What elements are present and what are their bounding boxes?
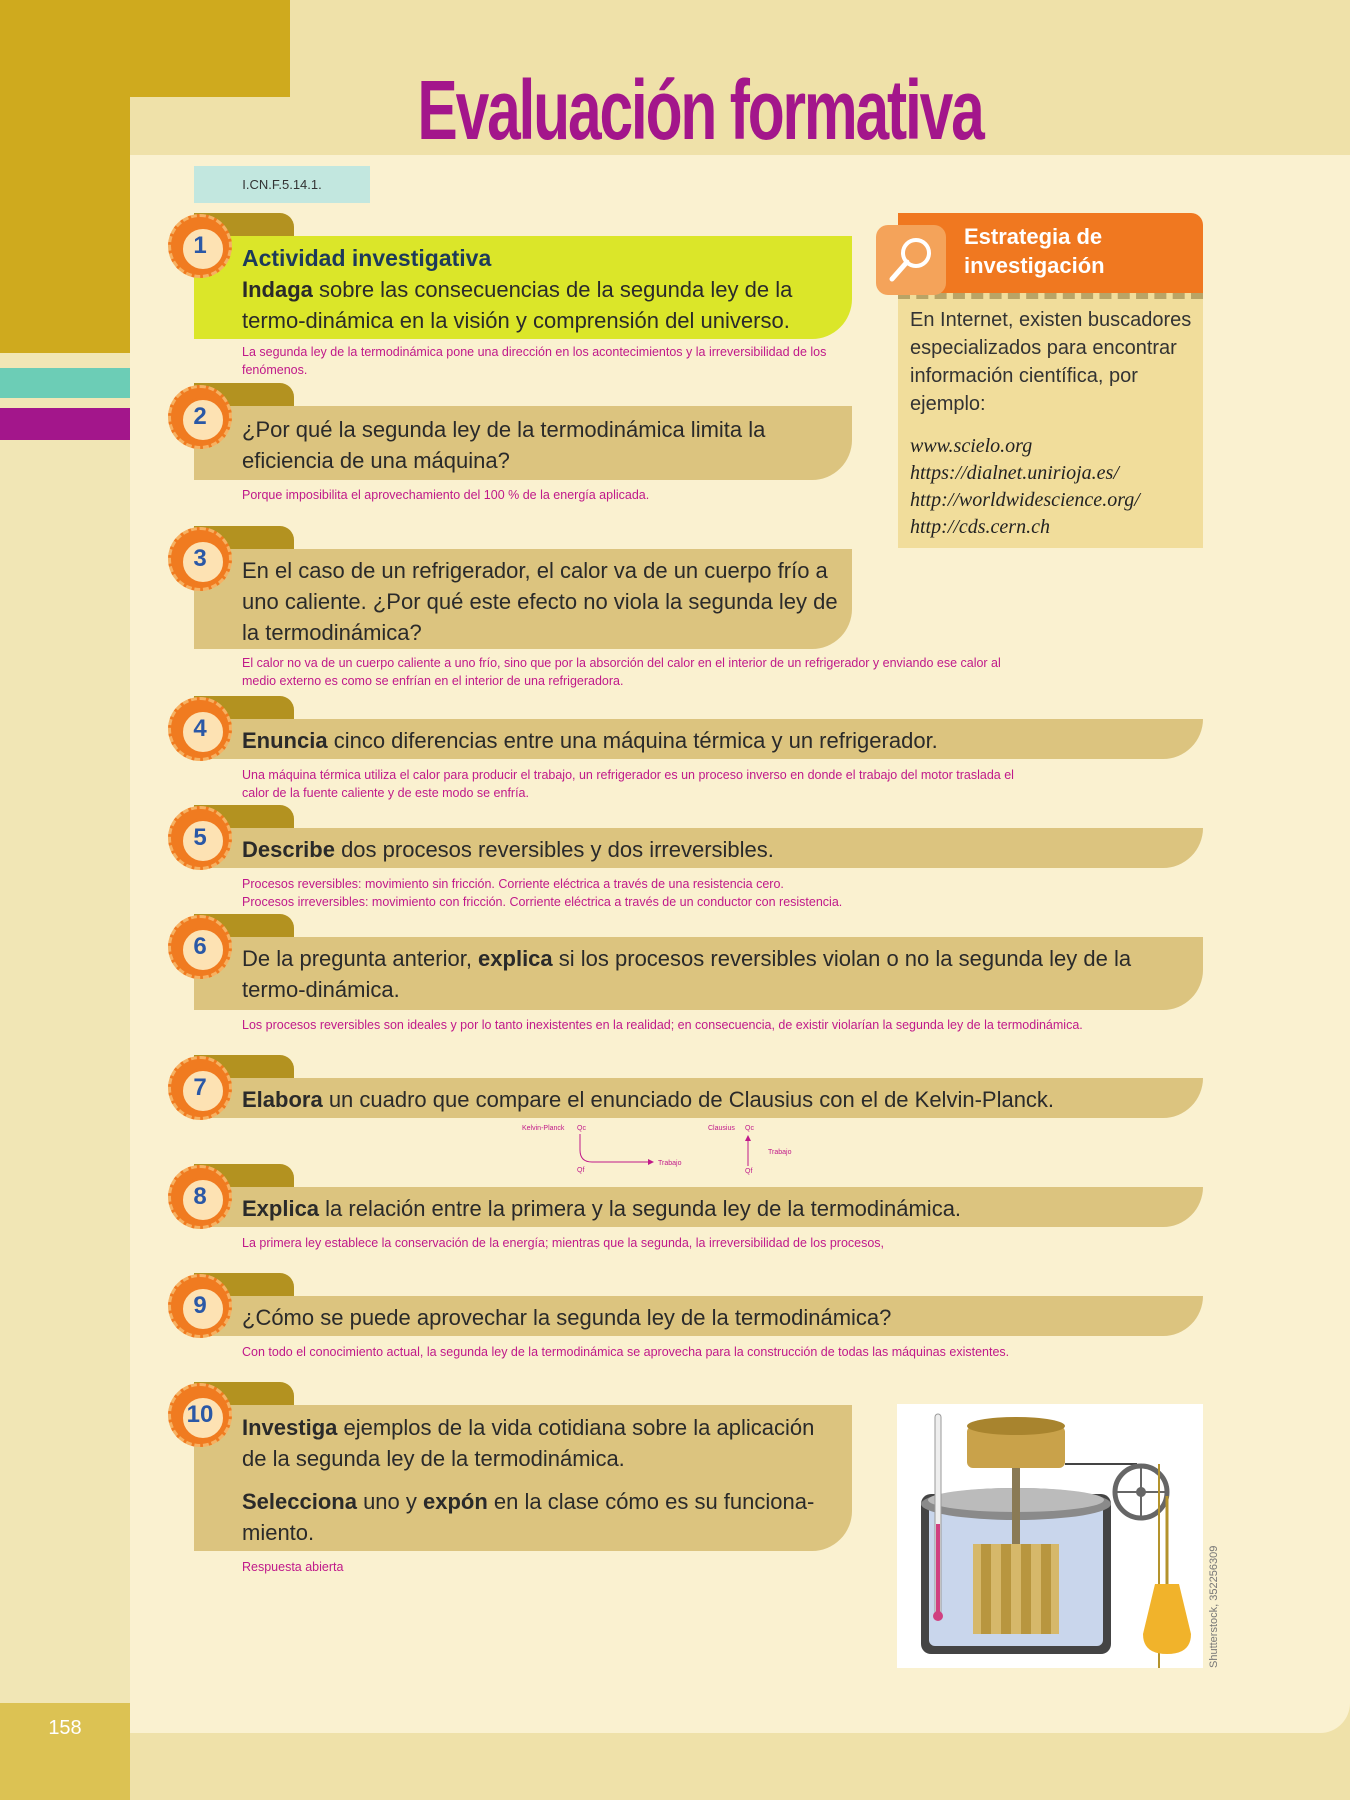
joule-apparatus-image xyxy=(897,1404,1203,1668)
diagram-right-top: Qc xyxy=(745,1125,754,1132)
answer-10: Respuesta abierta xyxy=(242,1560,344,1574)
question-1-heading: Actividad investigativa xyxy=(242,245,492,271)
number-badge-1: 1 xyxy=(168,214,232,278)
diagram-left-arrow xyxy=(580,1134,653,1162)
gold-side-block xyxy=(0,97,130,353)
strategy-title xyxy=(964,222,1194,280)
strategy-title-line1: Estrategia de xyxy=(964,224,1103,249)
question-10-text: ejemplos de la vida cotidiana sobre la aplicación de la segunda ley de la termodinámica. xyxy=(242,1415,815,1471)
question-1-verb: Indaga xyxy=(242,277,313,302)
diagram-left-title: Kelvin-Planck xyxy=(522,1125,565,1132)
question-8-text: la relación entre la primera y la segunda ley de la termodinámica. xyxy=(319,1196,962,1221)
answer-4: Una máquina térmica utiliza el calor para producir el trabajo, un refrigerador es un proceso inverso en donde el trabajo del motor traslada el calor de la fuente caliente y de este modo se enfría. xyxy=(242,768,1014,800)
answer-6: Los procesos reversibles son ideales y por lo tanto inexistentes en la realidad; en consecuencia, de existir violarían la segunda ley de la termodinámica. xyxy=(242,1018,1083,1032)
question-10 xyxy=(242,1412,842,1548)
question-10-mid: uno y xyxy=(356,1489,423,1514)
question-10-text2: en la clase cómo es su funciona-miento. xyxy=(242,1489,815,1545)
answer-2: Porque imposibilita el aprovechamiento del 100 % de la energía aplicada. xyxy=(242,488,650,502)
number-badge-4: 4 xyxy=(168,697,232,761)
question-6-verb: explica xyxy=(478,946,553,971)
diagram-right-bottom: Qf xyxy=(745,1168,753,1175)
clausius-kelvin-diagram xyxy=(510,1118,810,1178)
teal-strip xyxy=(0,368,130,398)
question-1 xyxy=(242,243,842,336)
question-7 xyxy=(242,1084,1182,1115)
diagram-left-top: Qc xyxy=(577,1125,586,1132)
question-9: ¿Cómo se puede aprovechar la segunda ley de la termodinámica? xyxy=(242,1305,892,1330)
number-badge-7: 7 xyxy=(168,1056,232,1120)
number-badge-9: 9 xyxy=(168,1274,232,1338)
answer-8: La primera ley establece la conservación de la energía; mientras que la segunda, la irreversibilidad de los procesos, xyxy=(242,1236,885,1250)
question-4 xyxy=(242,725,1182,756)
number-badge-6: 6 xyxy=(168,915,232,979)
question-10-verb3: expón xyxy=(423,1489,488,1514)
question-6-text: si los procesos reversibles violan o no la segunda ley de la termo-dinámica. xyxy=(242,946,1132,1002)
question-5-text: dos procesos reversibles y dos irreversibles. xyxy=(334,837,774,862)
strategy-link[interactable]: http://cds.cern.ch xyxy=(910,516,1050,538)
strategy-links xyxy=(910,433,1195,541)
question-6-pre: De la pregunta anterior, xyxy=(242,946,479,971)
answer-3: El calor no va de un cuerpo caliente a uno frío, sino que por la absorción del calor en el interior de un refrigerador y enviando ese calor al medio externo es como se enfrían en el interior de una refrigeradora. xyxy=(242,656,1001,688)
number-badge-2: 2 xyxy=(168,385,232,449)
answer-5-line1: Procesos reversibles: movimiento sin fricción. Corriente eléctrica a través de una resistencia cero. xyxy=(242,877,784,891)
question-10-verb2: Selecciona xyxy=(242,1489,357,1514)
question-4-verb: Enuncia xyxy=(242,728,328,753)
photo-credit: Shutterstock, 352256309 xyxy=(1208,1545,1220,1668)
question-5-verb: Describe xyxy=(242,837,335,862)
number-badge-5: 5 xyxy=(168,806,232,870)
question-4-text: cinco diferencias entre una máquina térmica y un refrigerador. xyxy=(327,728,938,753)
strategy-title-line2: investigación xyxy=(964,253,1105,278)
strategy-intro: En Internet, existen buscadores especializados para encontrar información científica, por ejemplo: xyxy=(910,309,1192,415)
side-margin xyxy=(0,353,130,1703)
question-2: ¿Por qué la segunda ley de la termodinámica limita la eficiencia de una máquina? xyxy=(242,417,766,473)
question-10-verb: Investiga xyxy=(242,1415,338,1440)
number-badge-8: 8 xyxy=(168,1165,232,1229)
page-title: Evaluación formativa xyxy=(417,63,983,157)
magenta-strip xyxy=(0,408,130,440)
number-badge-10: 10 xyxy=(168,1383,232,1447)
criterion-code: I.CN.F.5.14.1. xyxy=(194,166,370,203)
question-5 xyxy=(242,834,1182,865)
magnifier-icon xyxy=(876,225,946,295)
diagram-right-work: Trabajo xyxy=(768,1149,792,1156)
question-1-text: sobre las consecuencias de la segunda ley de la termo-dinámica en la visión y comprensión del universo. xyxy=(242,277,793,333)
diagram-left-bottom: Qf xyxy=(577,1167,585,1174)
strategy-link[interactable]: https://dialnet.unirioja.es/ xyxy=(910,462,1119,484)
question-8 xyxy=(242,1193,1182,1224)
answer-5-line2: Procesos irreversibles: movimiento con fricción. Corriente eléctrica a través de un conductor con resistencia. xyxy=(242,895,843,909)
question-3: En el caso de un refrigerador, el calor va de un cuerpo frío a uno caliente. ¿Por qué este efecto no viola la segunda ley de la termodinámica? xyxy=(242,558,838,645)
diagram-right-title: Clausius xyxy=(708,1125,735,1132)
strategy-link[interactable]: http://worldwidescience.org/ xyxy=(910,489,1140,511)
gold-corner-block xyxy=(0,0,290,97)
question-8-verb: Explica xyxy=(242,1196,320,1221)
strategy-link[interactable]: www.scielo.org xyxy=(910,435,1033,457)
page-number: 158 xyxy=(48,1717,82,1739)
answer-9: Con todo el conocimiento actual, la segunda ley de la termodinámica se aprovecha para la construcción de todas las máquinas existentes. xyxy=(242,1345,1010,1359)
question-7-text: un cuadro que compare el enunciado de Clausius con el de Kelvin-Planck. xyxy=(322,1087,1055,1112)
answer-1: La segunda ley de la termodinámica pone una dirección en los acontecimientos y la irreversibilidad de los fenómenos. xyxy=(242,345,827,377)
answer-5 xyxy=(242,875,1142,911)
question-6 xyxy=(242,943,1192,1005)
number-badge-3: 3 xyxy=(168,527,232,591)
diagram-left-work: Trabajo xyxy=(658,1160,682,1167)
question-7-verb: Elabora xyxy=(242,1087,323,1112)
